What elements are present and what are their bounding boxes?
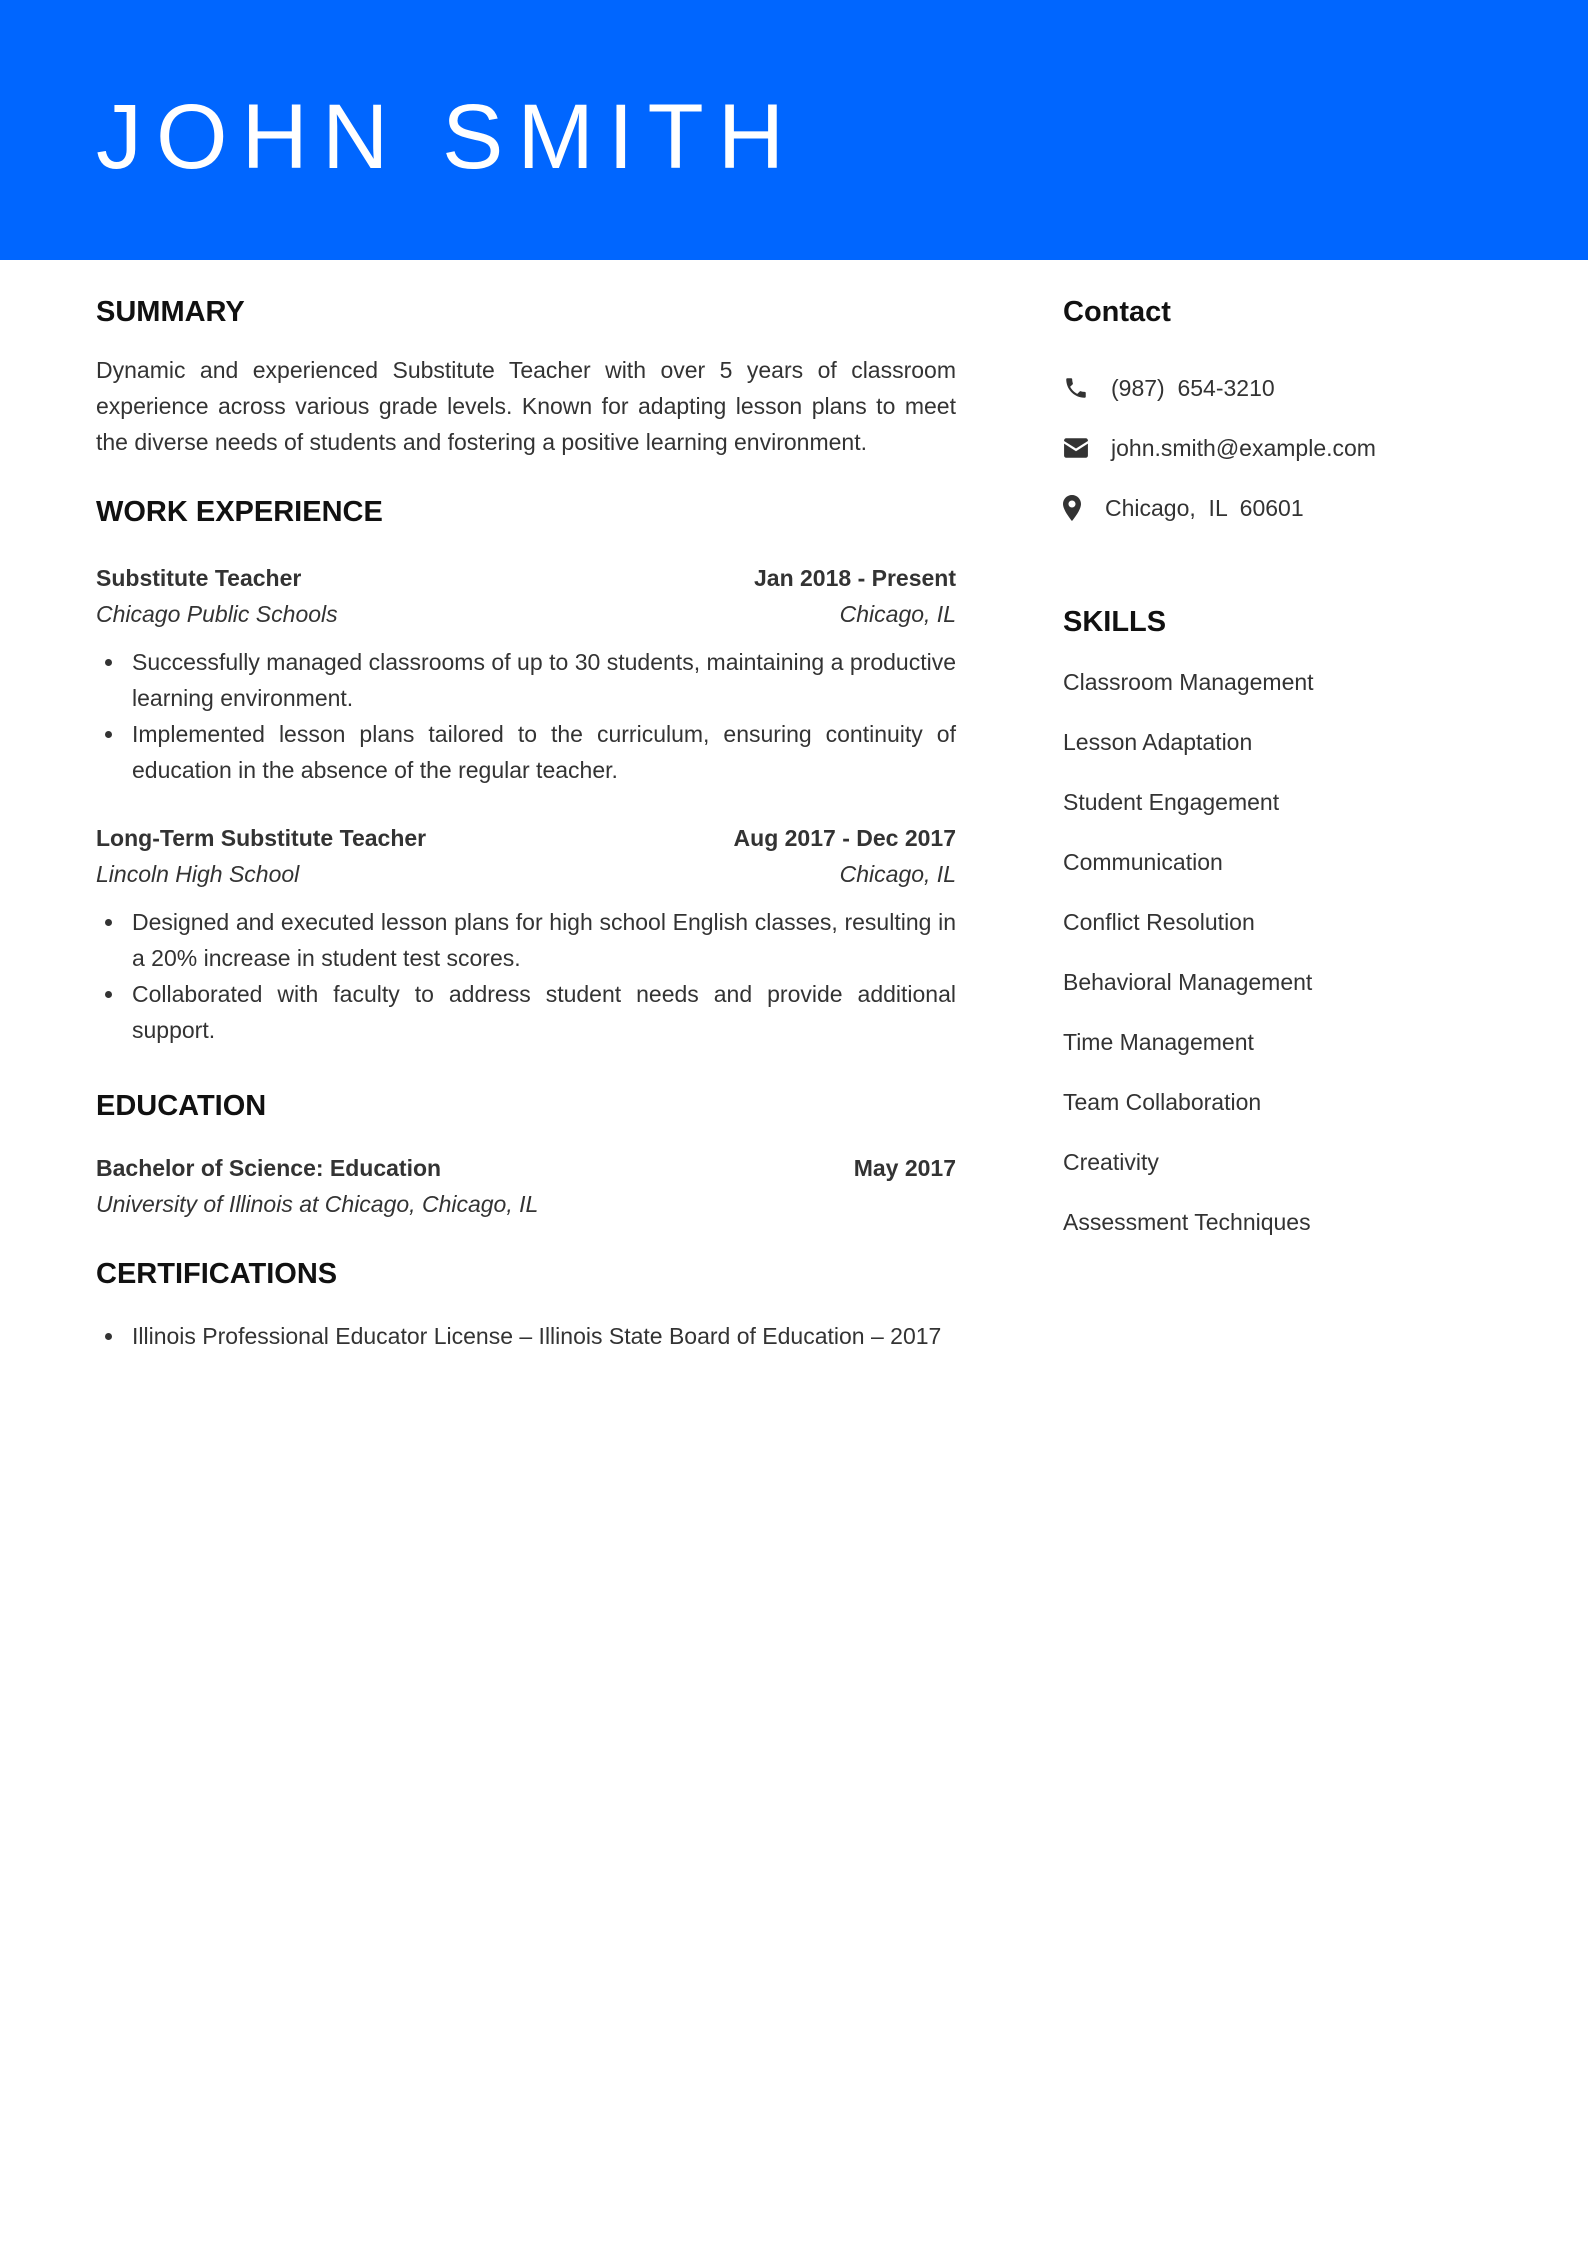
contact-phone-text: (987) 654-3210 [1111,375,1275,401]
skill-item: Assessment Techniques [1063,1209,1311,1235]
job-org: Chicago Public Schools [96,601,338,627]
job-bullet: Collaborated with faculty to address student needs and provide additional support. [96,976,956,1048]
job-bullets [96,904,956,1048]
education-title: EDUCATION [96,1090,267,1122]
summary-section [96,290,956,460]
job-header [96,820,956,856]
certifications-section [96,1252,956,1354]
contact-location [1063,478,1523,538]
education-degree: Bachelor of Science: Education [96,1155,442,1181]
job-entry [96,820,956,1048]
job-dates: Aug 2017 - Dec 2017 [733,825,956,851]
contact-list [1063,358,1523,538]
contact-section [1063,290,1523,538]
main-column [96,290,956,1354]
skill-item: Creativity [1063,1149,1159,1175]
job-header [96,560,956,596]
education-header [96,1150,956,1186]
certifications-list [96,1318,956,1354]
job-location: Chicago, IL [839,861,956,887]
skill-item: Team Collaboration [1063,1089,1262,1115]
job-bullet: Successfully managed classrooms of up to 30 students, maintaining a productive learning environment. [96,644,956,716]
summary-text: Dynamic and experienced Substitute Teacher with over 5 years of classroom experience across various grade levels. Known for adapting lesson plans to meet the diverse needs of students and fostering a positive learning environment. [96,357,956,455]
side-column [1063,290,1523,1264]
skill-item: Behavioral Management [1063,969,1313,995]
certification-item: Illinois Professional Educator License – Illinois State Board of Education – 2017 [96,1318,956,1354]
contact-email [1063,418,1523,478]
education-school: University of Illinois at Chicago, Chicago, IL [96,1191,539,1217]
job-subheader [96,856,956,892]
contact-email-text: john.smith@example.com [1111,435,1376,461]
skill-item: Student Engagement [1063,789,1280,815]
skill-item: Time Management [1063,1029,1254,1055]
map-marker-icon [1063,494,1085,522]
certifications-title: CERTIFICATIONS [96,1258,338,1290]
education-subheader [96,1186,956,1222]
job-org: Lincoln High School [96,861,300,887]
education-date: May 2017 [853,1155,956,1181]
job-subheader [96,596,956,632]
job-location: Chicago, IL [839,601,956,627]
experience-section [96,490,956,1048]
skill-item: Lesson Adaptation [1063,729,1253,755]
skills-section [1063,600,1523,1264]
skill-item: Classroom Management [1063,669,1314,695]
job-bullet: Implemented lesson plans tailored to the curriculum, ensuring continuity of education in the absence of the regular teacher. [96,716,956,788]
skills-list [1063,664,1523,1264]
candidate-name: JOHN SMITH [96,86,799,188]
job-role: Long-Term Substitute Teacher [96,825,427,851]
job-bullets [96,644,956,788]
contact-location-text: Chicago, IL 60601 [1105,495,1304,521]
envelope-icon [1063,434,1091,462]
header-banner [0,0,1588,260]
experience-title: WORK EXPERIENCE [96,496,383,528]
skill-item: Communication [1063,849,1223,875]
job-role: Substitute Teacher [96,565,302,591]
phone-icon [1063,374,1091,402]
education-entry [96,1150,956,1222]
job-dates: Jan 2018 - Present [753,565,956,591]
education-section [96,1084,956,1222]
skills-title: SKILLS [1063,606,1167,638]
skill-item: Conflict Resolution [1063,909,1255,935]
summary-title: SUMMARY [96,296,245,328]
job-entry [96,560,956,788]
contact-title: Contact [1063,296,1171,328]
job-bullet: Designed and executed lesson plans for high school English classes, resulting in a 20% increase in student test scores. [96,904,956,976]
contact-phone [1063,358,1523,418]
